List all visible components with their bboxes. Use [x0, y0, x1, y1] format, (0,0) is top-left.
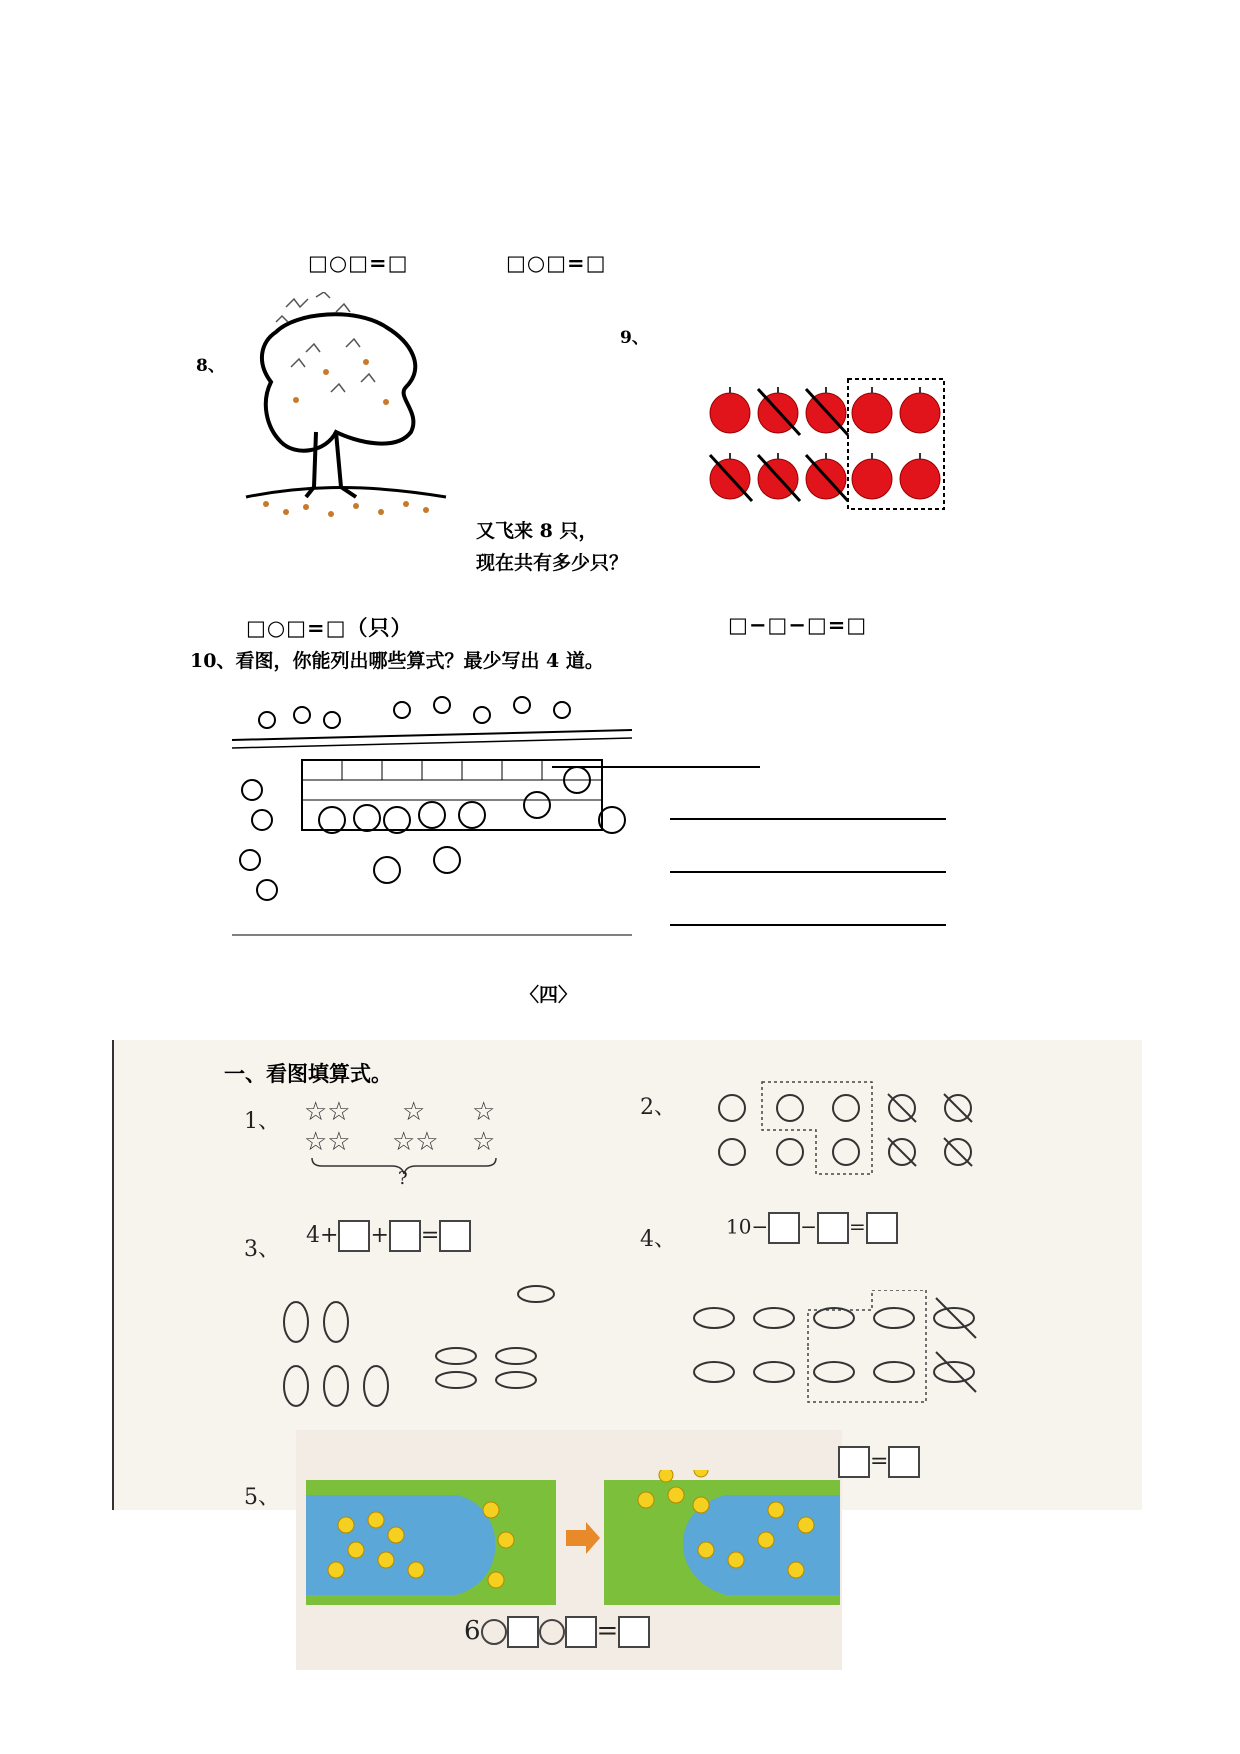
scan-edge: [112, 1040, 114, 1510]
item3-plus: +: [370, 1223, 389, 1248]
item3-equation: [306, 1220, 471, 1252]
item2-number: 2、: [640, 1095, 676, 1120]
item4-lead: 10−: [726, 1214, 769, 1239]
item3-box-1[interactable]: [338, 1220, 370, 1252]
q8-equation: □○□=□（只）: [246, 615, 413, 640]
apples-picture: [706, 375, 946, 515]
worksheet-heading: 一、看图填算式。: [224, 1061, 392, 1086]
item3-box-2[interactable]: [389, 1220, 421, 1252]
svg-text:☆: ☆: [472, 1127, 496, 1157]
item5-partial-equals: =: [870, 1449, 889, 1474]
item3-equals: =: [420, 1223, 440, 1248]
item4-box-2[interactable]: [817, 1212, 849, 1244]
q8-number: 8、: [196, 356, 225, 376]
children-playing-picture: [232, 690, 632, 940]
item5-lead: 6: [464, 1616, 481, 1646]
item1-question-mark: ?: [398, 1168, 408, 1189]
q8-text-line2: 现在共有多少只？: [476, 552, 629, 574]
item5-partial-box-1[interactable]: [838, 1446, 870, 1478]
item5-partial-equation: [838, 1446, 920, 1478]
drums-picture: [692, 1290, 992, 1410]
item5-box-3[interactable]: [618, 1616, 650, 1648]
item1-number: 1、: [244, 1109, 280, 1134]
q8-text-line1: 又飞来 8 只，: [476, 520, 598, 542]
item5-partial-box-2[interactable]: [888, 1446, 920, 1478]
item5-circle-2[interactable]: [539, 1619, 565, 1645]
item4-minus: −: [800, 1214, 817, 1239]
item5-box-1[interactable]: [507, 1616, 539, 1648]
item4-box-3[interactable]: [866, 1212, 898, 1244]
item4-box-1[interactable]: [768, 1212, 800, 1244]
item5-circle-1[interactable]: [481, 1619, 507, 1645]
item5-equation: [464, 1616, 650, 1648]
item5-box-2[interactable]: [565, 1616, 597, 1648]
q10-prompt: 10、看图，你能列出哪些算式？最少写出 4 道。: [190, 650, 604, 672]
answer-line-4[interactable]: [670, 924, 946, 926]
item3-box-3[interactable]: [439, 1220, 471, 1252]
item3-number: 3、: [244, 1237, 280, 1262]
answer-line-2[interactable]: [670, 818, 946, 820]
item4-equation: [726, 1212, 898, 1244]
svg-text:☆☆: ☆☆: [304, 1097, 351, 1127]
item5-number: 5、: [244, 1485, 280, 1510]
section-title: 〈四〉: [520, 984, 578, 1006]
circles-picture: [712, 1078, 992, 1178]
answer-line-3[interactable]: [670, 871, 946, 873]
top-equation-left: □○□=□: [308, 250, 409, 275]
top-equation-right: □○□=□: [506, 250, 607, 275]
item4-equals: =: [848, 1214, 866, 1239]
svg-text:☆: ☆: [402, 1097, 426, 1127]
ducks-pond-picture: [306, 1470, 840, 1610]
svg-text:☆: ☆: [472, 1097, 496, 1127]
answer-line-1[interactable]: [552, 766, 760, 768]
tree-with-birds-picture: [236, 292, 456, 537]
item5-equals: =: [596, 1616, 619, 1646]
item4-number: 4、: [640, 1227, 676, 1252]
mice-picture: [276, 1280, 566, 1410]
q9-number: 9、: [620, 328, 649, 348]
svg-text:☆☆: ☆☆: [392, 1127, 439, 1157]
q9-equation: □−□−□=□: [728, 612, 868, 637]
svg-text:☆☆: ☆☆: [304, 1127, 351, 1157]
item3-lead: 4+: [306, 1223, 339, 1248]
